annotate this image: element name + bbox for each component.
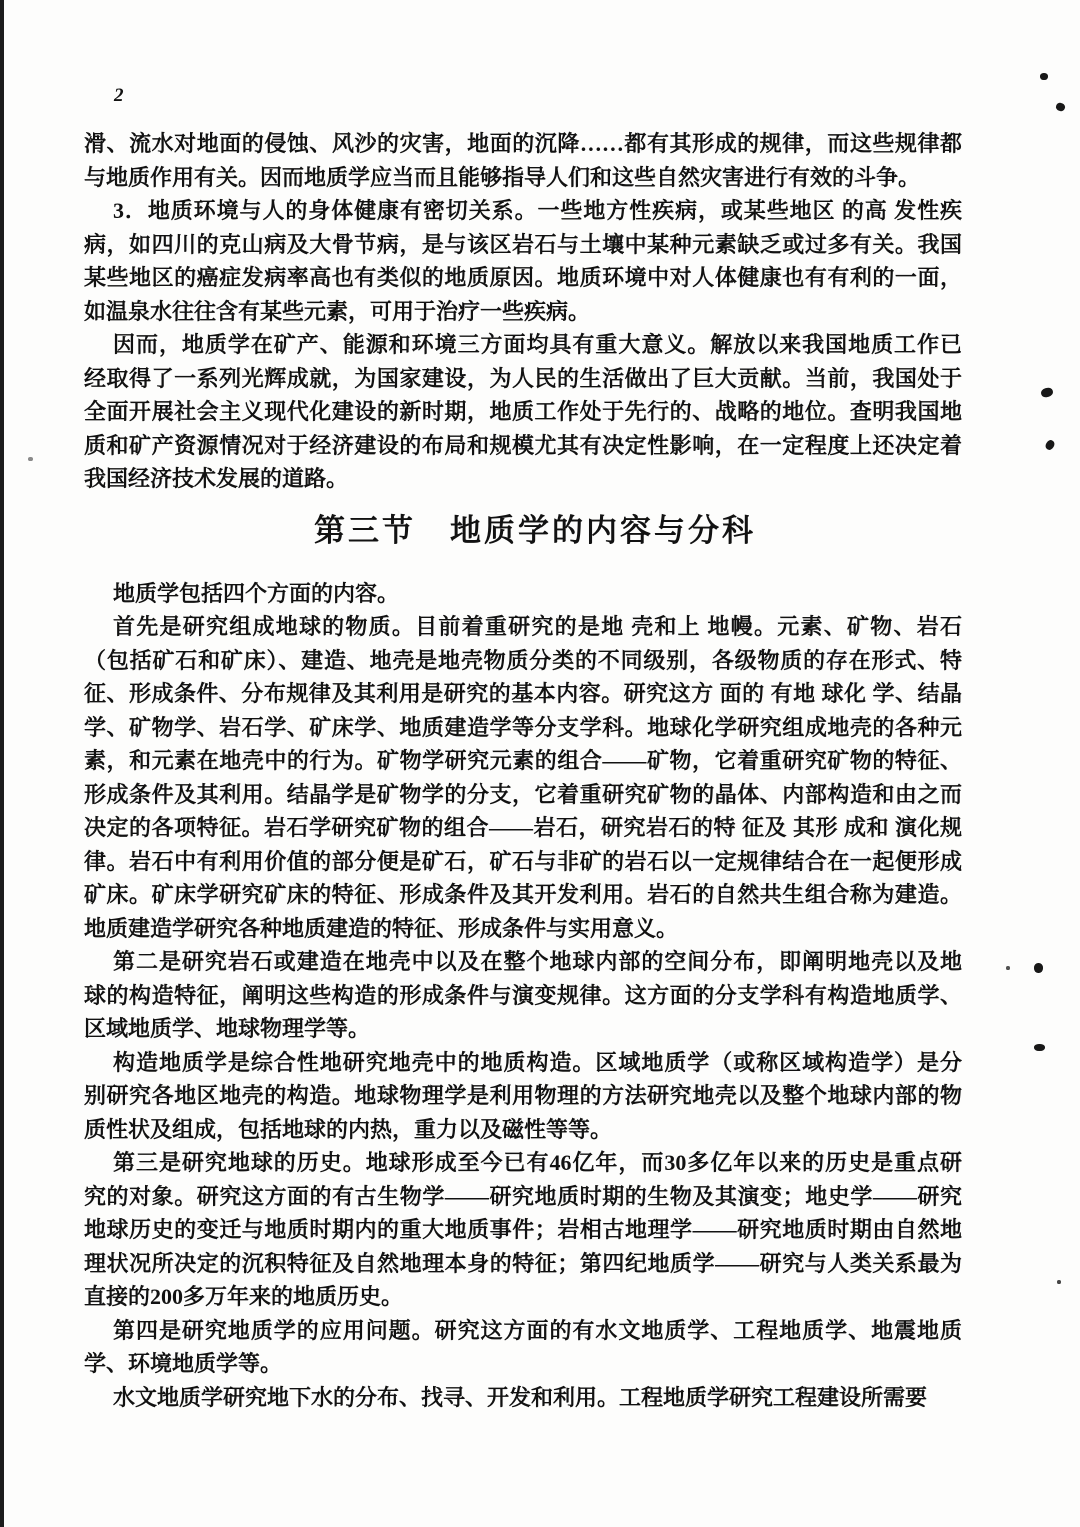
- text-block: [84, 127, 962, 1414]
- text-line: 学、环境地质学等。: [84, 1351, 283, 1376]
- text-line: 究的对象。研究这方面的有古生物学——研究地质时期的生物及其演变；地史学——研究: [84, 1183, 962, 1209]
- text-line: 决定的各项特征。岩石学研究矿物的组合——岩石，研究岩石的特 征及 其形 成和 演化规: [84, 815, 962, 840]
- ink-speck: [1040, 387, 1054, 399]
- text-line: 与地质作用有关。因而地质学应当而且能够指导人们和这些自然灾害进行有效的斗争。: [84, 164, 921, 190]
- section-heading: 第三节 地质学的内容与分科: [314, 512, 756, 548]
- text-line: 某些地区的癌症发病率高也有类似的地质原因。地质环境中对人体健康也有有利的一面，: [84, 265, 962, 290]
- text-line: 构造地质学是综合性地研究地壳中的地质构造。区域地质学（或称区域构造学）是分: [113, 1049, 962, 1075]
- text-line: 经取得了一系列光辉成就，为国家建设，为人民的生活做出了巨大贡献。当前，我国处于: [84, 365, 962, 391]
- text-line: 质和矿产资源情况对于经济建设的布局和规模尤其有决定性影响，在一定程度上还决定着: [84, 432, 962, 458]
- text-line: （包括矿石和矿床）、建造、地壳是地壳物质分类的不同级别，各级物质的存在形式、特: [84, 647, 962, 673]
- text-line: 征、形成条件、分布规律及其利用是研究的基本内容。研究这方 面的 有地 球化 学、结晶: [84, 681, 962, 706]
- text-line: 3．地质环境与人的身体健康有密切关系。一些地方性疾病，或某些地区 的高 发性疾: [113, 198, 962, 223]
- text-line: 全面开展社会主义现代化建设的新时期，地质工作处于先行的、战略的地位。查明我国地: [84, 399, 962, 424]
- text-line: 第二是研究岩石或建造在地壳中以及在整个地球内部的空间分布，即阐明地壳以及地: [113, 949, 962, 974]
- text-line: 学、矿物学、岩石学、矿床学、地质建造学等分支学科。地球化学研究组成地壳的各种元: [84, 714, 962, 740]
- ink-speck: [1006, 966, 1010, 970]
- text-line: 地球历史的变迁与地质时期内的重大地质事件；岩相古地理学——研究地质时期由自然地: [84, 1217, 962, 1242]
- paragraph: [84, 610, 962, 945]
- paragraph: [84, 1314, 962, 1381]
- scan-border-left: [0, 0, 4, 1527]
- text-line: 因而，地质学在矿产、能源和环境三方面均具有重大意义。解放以来我国地质工作已: [113, 332, 962, 357]
- text-line: 病，如四川的克山病及大骨节病，是与该区岩石与土壤中某种元素缺乏或过多有关。我国: [84, 231, 962, 257]
- text-line: 直接的200多万年来的地质历史。: [84, 1284, 404, 1309]
- text-line: 首先是研究组成地球的物质。目前着重研究的是地 壳和上 地幔。元素、矿物、岩石: [113, 614, 962, 639]
- text-line: 矿床。矿床学研究矿床的特征、形成条件及其开发利用。岩石的自然共生组合称为建造。: [84, 882, 962, 907]
- text-line: 律。岩石中有利用价值的部分便是矿石，矿石与非矿的岩石以一定规律结合在一起便形成: [84, 848, 962, 874]
- paragraph: [84, 194, 962, 328]
- ink-speck: [1040, 73, 1048, 80]
- ink-speck: [1044, 439, 1056, 452]
- text-line: 形成条件及其利用。结晶学是矿物学的分支，它着重研究矿物的晶体、内部构造和由之而: [84, 781, 962, 807]
- text-line: 素，和元素在地壳中的行为。矿物学研究元素的组合——矿物，它着重研究矿物的特征、: [84, 748, 962, 773]
- ink-speck: [28, 457, 33, 461]
- text-line: 别研究各地区地壳的构造。地球物理学是利用物理的方法研究地壳以及整个地球内部的物: [84, 1083, 962, 1108]
- paragraph: [84, 328, 962, 496]
- text-line: 地质学包括四个方面的内容。: [113, 580, 400, 606]
- paragraph: [84, 127, 962, 194]
- paragraph: [84, 945, 962, 1046]
- paragraph: [84, 1146, 962, 1314]
- page-number: 2: [114, 85, 124, 106]
- paragraph: [84, 577, 962, 611]
- text-line: 我国经济技术发展的道路。: [84, 466, 349, 491]
- text-line: 如温泉水往往含有某些元素，可用于治疗一些疾病。: [84, 298, 591, 324]
- text-line: 滑、流水对地面的侵蚀、风沙的灾害，地面的沉降……都有其形成的规律，而这些规律都: [84, 131, 962, 156]
- text-line: 质性状及组成，包括地球的内热，重力以及磁性等等。: [84, 1116, 613, 1142]
- text-line: 区域地质学、地球物理学等。: [84, 1016, 371, 1041]
- text-line: 球的构造特征，阐明这些构造的形成条件与演变规律。这方面的分支学科有构造地质学、: [84, 982, 962, 1008]
- paragraph: [84, 1381, 962, 1415]
- paragraph: [84, 1046, 962, 1147]
- ink-speck: [1034, 1044, 1045, 1051]
- text-line: 第四是研究地质学的应用问题。研究这方面的有水文地质学、工程地质学、地震地质: [113, 1317, 962, 1343]
- text-line: 第三是研究地球的历史。地球形成至今已有46亿年，而30多亿年以来的历史是重点研: [113, 1150, 962, 1175]
- text-line: 水文地质学研究地下水的分布、找寻、开发和利用。工程地质学研究工程建设所需要: [113, 1384, 928, 1410]
- ink-speck: [1057, 1280, 1061, 1284]
- text-line: 地质建造学研究各种地质建造的特征、形成条件与实用意义。: [84, 915, 679, 941]
- ink-speck: [1055, 102, 1066, 113]
- text-line: 理状况所决定的沉积特征及自然地理本身的特征；第四纪地质学——研究与人类关系最为: [84, 1250, 962, 1276]
- ink-speck: [1034, 963, 1043, 973]
